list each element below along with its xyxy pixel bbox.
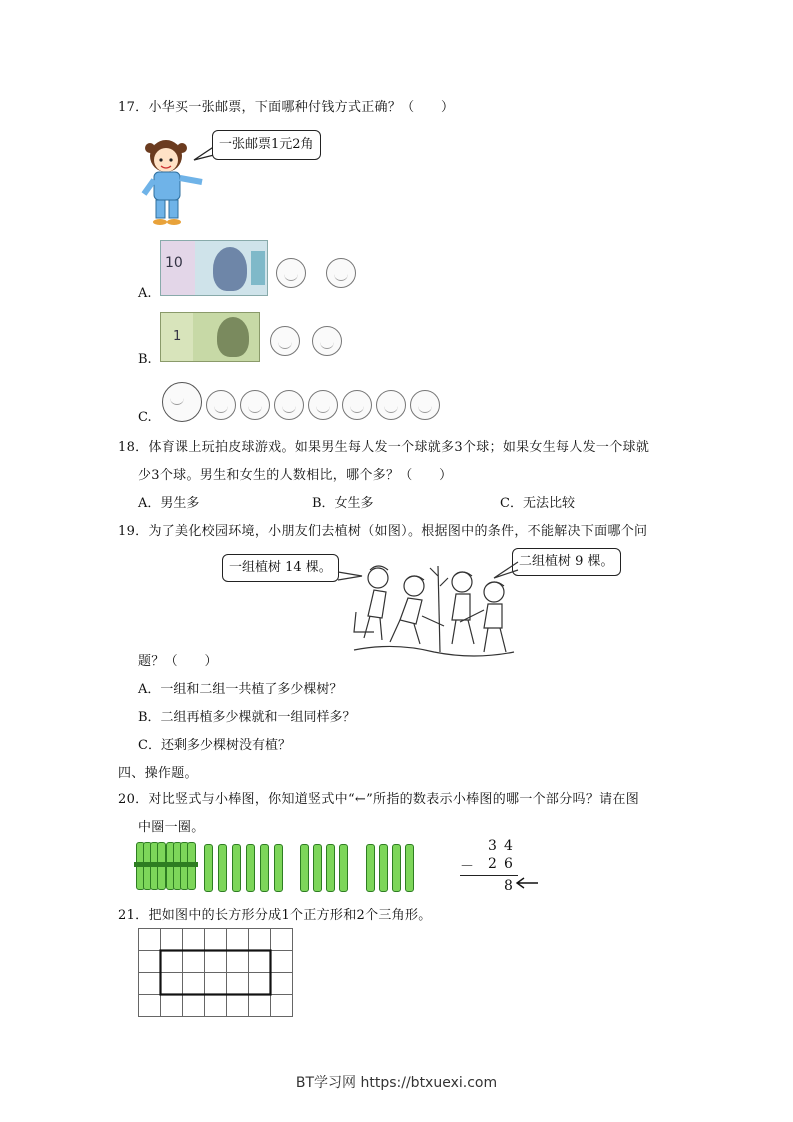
- single-stick: [204, 844, 213, 892]
- stick-bundle-ten: [166, 842, 226, 892]
- coin-1-jiao: [274, 390, 304, 420]
- group2-bubble: 二组植树 9 棵。: [512, 548, 621, 576]
- q20-line2: 中圈一圈。: [138, 820, 205, 835]
- section-title: 四、操作题。: [118, 766, 198, 781]
- planting-trees-illustration: [334, 556, 524, 660]
- q19-line1: 19．为了美化校园环境，小朋友们去植树（如图）。根据图中的条件，不能解决下面哪个问: [118, 524, 648, 539]
- minuend-ones: 4: [504, 838, 513, 854]
- single-stick: [405, 844, 414, 892]
- banknote-denomination: 10: [165, 255, 183, 271]
- single-stick: [313, 844, 322, 892]
- footer-watermark[interactable]: BT学习网 https://btxuexi.com: [295, 1075, 498, 1091]
- result-line: [460, 875, 518, 876]
- q18-line1: 18．体育课上玩拍皮球游戏。如果男生每人发一个球就多3个球；如果女生每人发一个球就: [118, 440, 650, 455]
- coin-1-jiao: [308, 390, 338, 420]
- single-stick: [246, 844, 255, 892]
- square-grid[interactable]: [138, 928, 294, 1018]
- q19-option-c: C．还剩多少棵树没有植？: [138, 738, 291, 753]
- subtrahend-tens: 2: [488, 856, 497, 872]
- ten-yuan-banknote: [160, 240, 268, 296]
- coin-1-jiao: [270, 326, 300, 356]
- banknote-denomination: 1: [173, 329, 182, 344]
- single-stick: [366, 844, 375, 892]
- q17-option-c: C.: [138, 410, 152, 425]
- q18-option-a: A．男生多: [138, 496, 200, 511]
- minuend-tens: 3: [488, 838, 497, 854]
- coin-1-jiao: [342, 390, 372, 420]
- q21-text: 21．把如图中的长方形分成1个正方形和2个三角形。: [118, 908, 432, 923]
- single-stick: [392, 844, 401, 892]
- group1-bubble: 一组植树 14 棵。: [222, 554, 339, 582]
- q19-option-a: A．一组和二组一共植了多少棵树？: [138, 682, 343, 697]
- single-stick: [379, 844, 388, 892]
- single-stick: [232, 844, 241, 892]
- q18-line2: 少3个球。男生和女生的人数相比，哪个多？（ ）: [138, 468, 453, 483]
- q17-option-a: A.: [138, 286, 152, 301]
- coin-1-jiao: [376, 390, 406, 420]
- coin-1-jiao: [276, 258, 306, 288]
- difference: 8: [504, 878, 513, 894]
- left-arrow-icon: [514, 876, 540, 890]
- single-stick: [339, 844, 348, 892]
- single-stick: [326, 844, 335, 892]
- coin-1-yuan: [162, 382, 202, 422]
- coin-1-jiao: [326, 258, 356, 288]
- single-stick: [300, 844, 309, 892]
- q17-option-b: B.: [138, 352, 152, 367]
- q18-option-b: B．女生多: [312, 496, 374, 511]
- q20-line1: 20．对比竖式与小棒图，你知道竖式中“←”所指的数表示小棒图的哪一个部分吗？请在图: [118, 792, 640, 807]
- q17-text: 17．小华买一张邮票，下面哪种付钱方式正确？（ ）: [118, 100, 455, 115]
- coin-1-jiao: [312, 326, 342, 356]
- single-stick: [218, 844, 227, 892]
- single-stick: [274, 844, 283, 892]
- stamp-price-bubble: 一张邮票1元2角: [212, 130, 321, 160]
- one-yuan-banknote: [160, 312, 260, 362]
- q18-option-c: C．无法比较: [500, 496, 575, 511]
- minus-sign: －: [460, 859, 474, 875]
- coin-1-jiao: [410, 390, 440, 420]
- coin-1-jiao: [240, 390, 270, 420]
- q19-line2: 题？（ ）: [138, 654, 218, 669]
- q19-option-b: B．二组再植多少棵就和一组同样多？: [138, 710, 356, 725]
- single-stick: [260, 844, 269, 892]
- coin-1-jiao: [206, 390, 236, 420]
- subtrahend-ones: 6: [504, 856, 513, 872]
